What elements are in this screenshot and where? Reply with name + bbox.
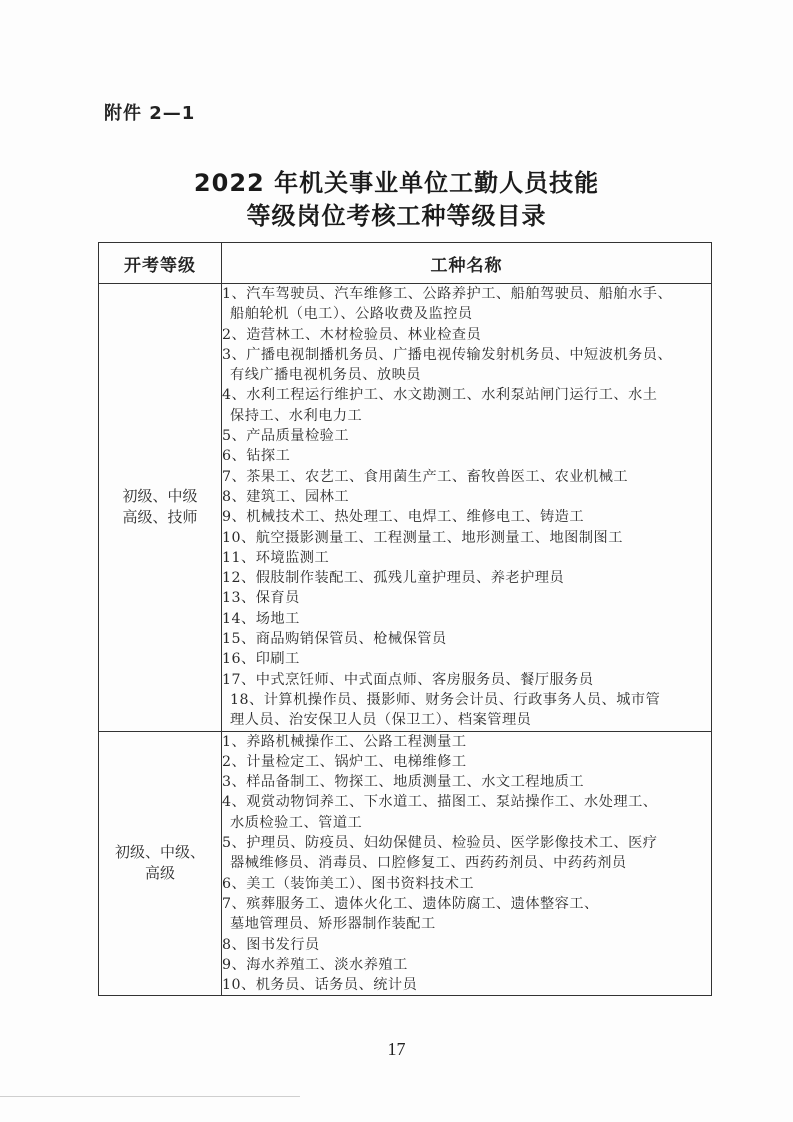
job-name-line: 17、中式烹饪师、中式面点师、客房服务员、餐厅服务员 — [222, 671, 594, 688]
job-name-line: 5、产品质量检验工 — [222, 428, 350, 445]
level-cell — [99, 284, 222, 732]
level-text-line: 初级、中级 — [122, 487, 198, 506]
job-name-line: 10、航空摄影测量工、工程测量工、地形测量工、地图制图工 — [222, 529, 623, 546]
job-name-line: 11、环境监测工 — [222, 549, 330, 566]
job-name-line: 16、印刷工 — [222, 651, 300, 668]
job-name-line: 理人员、治安保卫人员（保卫工）、档案管理员 — [230, 712, 532, 729]
job-name-line: 18、计算机操作员、摄影师、财务会计员、行政事务人员、城市管 — [230, 691, 661, 708]
scan-edge-divider — [0, 1096, 300, 1097]
job-name-line: 6、钻探工 — [222, 448, 291, 465]
column-header-job-names: 工种名称 — [222, 243, 712, 284]
document-title-line-1: 2022 年机关事业单位工勤人员技能 — [193, 169, 600, 197]
job-name-line: 保持工、水利电力工 — [230, 407, 363, 424]
job-name-line: 1、汽车驾驶员、汽车维修工、公路养护工、船舶驾驶员、船舶水手、 — [222, 286, 673, 302]
job-name-line: 3、广播电视制播机务员、广播电视传输发射机务员、中短波机务员、 — [222, 346, 673, 363]
table-row — [99, 731, 712, 996]
job-name-line: 器械维修员、消毒员、口腔修复工、西药药剂员、中药药剂员 — [230, 855, 627, 872]
job-name-line: 3、样品备制工、物探工、地质测量工、水文工程地质工 — [222, 774, 585, 791]
job-name-line: 4、水利工程运行维护工、水文勘测工、水利泵站闸门运行工、水土 — [222, 387, 658, 404]
job-name-line: 5、护理员、防疫员、妇幼保健员、检验员、医学影像技术工、医疗 — [222, 835, 658, 852]
level-text-line: 初级、中级、 — [114, 843, 205, 862]
job-name-line: 有线广播电视机务员、放映员 — [230, 367, 421, 384]
job-name-line: 2、计量检定工、锅炉工、电梯维修工 — [222, 753, 467, 770]
column-header-level: 开考等级 — [99, 243, 222, 284]
job-name-line: 墓地管理员、矫形器制作装配工 — [230, 916, 436, 933]
job-name-line: 4、观赏动物饲养工、下水道工、描图工、泵站操作工、水处理工、 — [222, 794, 658, 811]
job-name-line: 8、建筑工、园林工 — [222, 488, 350, 505]
job-name-line: 7、殡葬服务工、遗体火化工、遗体防腐工、遗体整容工、 — [222, 895, 599, 912]
job-names-cell — [222, 284, 712, 732]
table-header-row — [99, 243, 712, 284]
job-name-line: 9、机械技术工、热处理工、电焊工、维修电工、铸造工 — [222, 509, 585, 526]
job-grade-table — [98, 242, 712, 996]
job-name-line: 15、商品购销保管员、枪械保管员 — [222, 631, 447, 648]
job-name-line: 水质检验工、管道工 — [230, 814, 363, 831]
page-number: 17 — [387, 1039, 406, 1059]
job-name-line: 2、造营林工、木材检验员、林业检查员 — [222, 326, 482, 343]
job-name-line: 8、图书发行员 — [222, 936, 320, 953]
job-name-line: 13、保育员 — [222, 590, 300, 607]
job-names-cell — [222, 731, 712, 996]
job-name-line: 9、海水养殖工、淡水养殖工 — [222, 956, 408, 973]
table-row — [99, 284, 712, 732]
job-name-line: 6、美工（装饰美工）、图书资料技术工 — [222, 875, 475, 892]
level-text-line: 高级、技师 — [122, 508, 198, 527]
job-name-line: 船舶轮机（电工）、公路收费及监控员 — [230, 306, 473, 323]
level-cell — [99, 731, 222, 996]
attachment-label: 附件 2—1 — [104, 103, 196, 124]
job-name-line: 12、假肢制作装配工、孤残儿童护理员、养老护理员 — [222, 570, 565, 587]
level-text-line: 高级 — [144, 864, 175, 883]
job-name-line: 10、机务员、话务员、统计员 — [222, 977, 418, 994]
job-name-line: 1、养路机械操作工、公路工程测量工 — [222, 733, 467, 750]
document-title-line-2: 等级岗位考核工种等级目录 — [246, 202, 547, 230]
job-name-line: 14、场地工 — [222, 610, 300, 627]
job-name-line: 7、茶果工、农艺工、食用菌生产工、畜牧兽医工、农业机械工 — [222, 468, 629, 485]
